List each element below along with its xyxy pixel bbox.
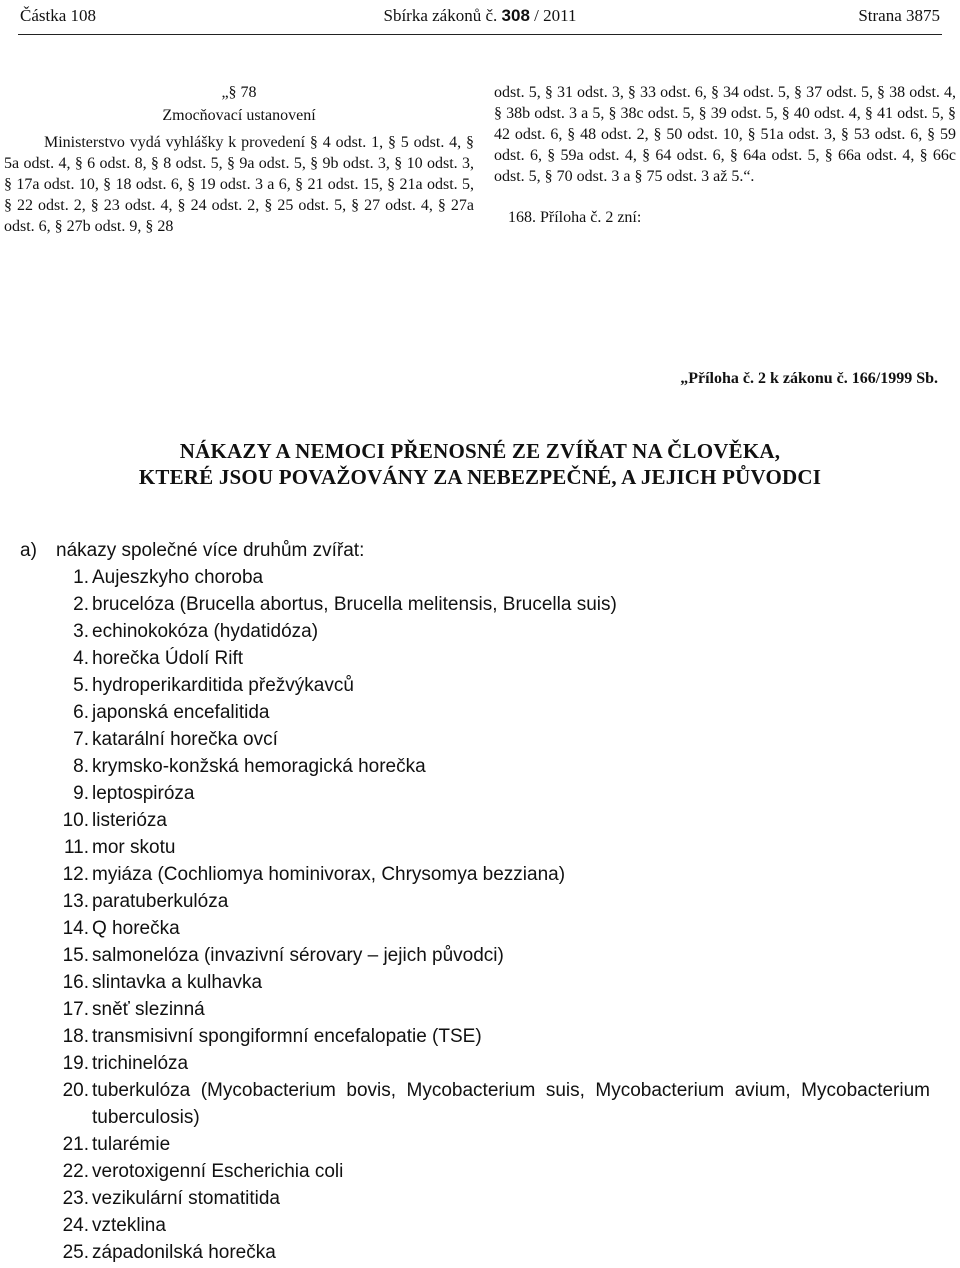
list-item-text: salmonelóza (invazivní sérovary – jejich původci) [92,945,504,966]
list-item [52,672,930,699]
list-item-number: 1. [73,567,89,588]
list-item-text: tularémie [92,1134,171,1155]
list-item [52,780,930,807]
list-item-text: tuberkulóza (Mycobacterium bovis, Mycobacterium suis, Mycobacterium avium, Mycobacterium tuberculosis) [92,1080,930,1128]
list-item-number: 2. [73,594,89,615]
list-item [52,1077,930,1131]
list-item-number: 20. [62,1080,89,1101]
list-item [52,915,930,942]
list-item-text: západonilská horečka [92,1242,276,1263]
collection-prefix: Sbírka zákonů č. [383,6,502,25]
list-item-text: brucelóza (Brucella abortus, Brucella melitensis, Brucella suis) [92,594,617,615]
list-item [52,888,930,915]
list-item-number: 11. [63,837,89,858]
list-item-number: 23. [62,1188,89,1209]
list-item-text: leptospiróza [92,783,195,804]
list-item-number: 18. [62,1026,89,1047]
list-item [52,942,930,969]
list-item-number: 12. [62,864,89,885]
list-item-text: hydroperikarditida přežvýkavců [92,675,354,696]
list-item-number: 14. [62,918,89,939]
collection-year: / 2011 [529,6,577,25]
list-item-text: verotoxigenní Escherichia coli [92,1161,344,1182]
list-item [52,591,930,618]
page-number: Strana 3875 [858,6,940,25]
list-item-number: 24. [62,1215,89,1236]
list-item-number: 6. [73,702,89,723]
list-item [52,699,930,726]
disease-list [52,564,930,1266]
list-item-number: 10. [62,810,89,831]
right-column [494,82,956,228]
list-item-number: 8. [73,756,89,777]
list-item-number: 7. [73,729,89,750]
annex-title-line-2: KTERÉ JSOU POVAŽOVÁNY ZA NEBEZPEČNÉ, A JEJICH PŮVODCI [138,465,822,489]
list-item-text: slintavka a kulhavka [92,972,263,993]
list-item-number: 25. [62,1242,89,1263]
page-header [20,6,940,30]
list-item-text: katarální horečka ovcí [92,729,278,750]
list-item-number: 19. [62,1053,89,1074]
header-divider [18,34,942,35]
list-item [52,1050,930,1077]
list-item [52,969,930,996]
list-item-text: sněť slezinná [92,999,205,1020]
list-item [52,1185,930,1212]
disease-listing [20,537,930,1266]
section-paragraph: Ministerstvo vydá vyhlášky k provedení § 4 odst. 1, § 5 odst. 4, § 5a odst. 4, § 6 odst. 8, § 8 odst. 5, § 9a odst. 5, § 9b odst. 3, § 10 odst. 3, § 17a odst. 10, § 18 odst. 6, § 19 odst. 3 a 6, § 21 odst. 15, § 21a odst. 5, § 22 odst. 2, § 23 odst. 4, § 24 odst. 2, § 25 odst. 5, § 27 odst. 4, § 27a odst. 6, § 27b odst. 9, § 28 [4,134,474,235]
list-item-text: echinokokóza (hydatidóza) [92,621,319,642]
category-letter: a) [20,540,37,561]
list-item-text: horečka Údolí Rift [92,648,244,669]
category-label: nákazy společné více druhům zvířat: [56,540,365,561]
list-item-text: krymsko-konžská hemoragická horečka [92,756,426,777]
list-item [52,645,930,672]
list-item-text: myiáza (Cochliomya hominivorax, Chrysomya bezziana) [92,864,566,885]
list-item [52,618,930,645]
list-item [52,861,930,888]
list-item [52,1131,930,1158]
amendment-point: 168. Příloha č. 2 zní: [508,209,642,226]
annex-reference: „Příloha č. 2 k zákonu č. 166/1999 Sb. [680,370,938,387]
list-item [52,807,930,834]
section-title: Zmocňovací ustanovení [162,107,316,124]
list-item-text: transmisivní spongiformní encefalopatie (TSE) [92,1026,482,1047]
list-item [52,1158,930,1185]
list-item [52,1023,930,1050]
collection-number: 308 [501,6,530,25]
list-item-text: japonská encefalitida [92,702,270,723]
list-item-number: 22. [62,1161,89,1182]
list-item [52,1239,930,1266]
list-item-text: vezikulární stomatitida [92,1188,280,1209]
list-item-number: 9. [73,783,89,804]
list-item [52,996,930,1023]
list-item-text: trichinelóza [92,1053,189,1074]
list-item [52,726,930,753]
list-item-number: 17. [62,999,89,1020]
list-item-number: 5. [73,675,89,696]
list-item-text: listerióza [92,810,167,831]
list-item-number: 15. [62,945,89,966]
left-column [4,82,474,237]
list-item-text: paratuberkulóza [92,891,229,912]
list-item [52,834,930,861]
list-item-text: mor skotu [92,837,176,858]
list-item-number: 16. [62,972,89,993]
list-item [52,564,930,591]
list-item-text: Aujeszkyho choroba [92,567,264,588]
collection-title [20,6,940,26]
section-number: „§ 78 [221,84,257,101]
list-item-number: 13. [62,891,89,912]
list-item [52,1212,930,1239]
list-item-number: 21. [62,1134,89,1155]
list-item-number: 4. [73,648,89,669]
category-heading [20,537,930,564]
list-item-text: Q horečka [92,918,180,939]
issue-number: Částka 108 [20,6,97,25]
paragraph-continuation: odst. 5, § 31 odst. 3, § 33 odst. 6, § 34 odst. 5, § 37 odst. 5, § 38 odst. 4, § 38b odst. 3 a 5, § 38c odst. 5, § 39 odst. 5, § 40 odst. 4, § 41 odst. 5, § 42 odst. 6, § 48 odst. 2, § 50 odst. 10, § 51a odst. 3, § 53 odst. 6, § 59 odst. 6, § 59a odst. 4, § 64 odst. 6, § 64a odst. 5, § 66a odst. 4, § 66c odst. 5, § 70 odst. 3 a § 75 odst. 3 až 5.“. [494,84,956,185]
list-item-number: 3. [73,621,89,642]
list-item [52,753,930,780]
annex-title [0,438,960,490]
annex-title-line-1: NÁKAZY A NEMOCI PŘENOSNÉ ZE ZVÍŘAT NA ČLOVĚKA, [179,439,781,463]
list-item-text: vzteklina [92,1215,166,1236]
